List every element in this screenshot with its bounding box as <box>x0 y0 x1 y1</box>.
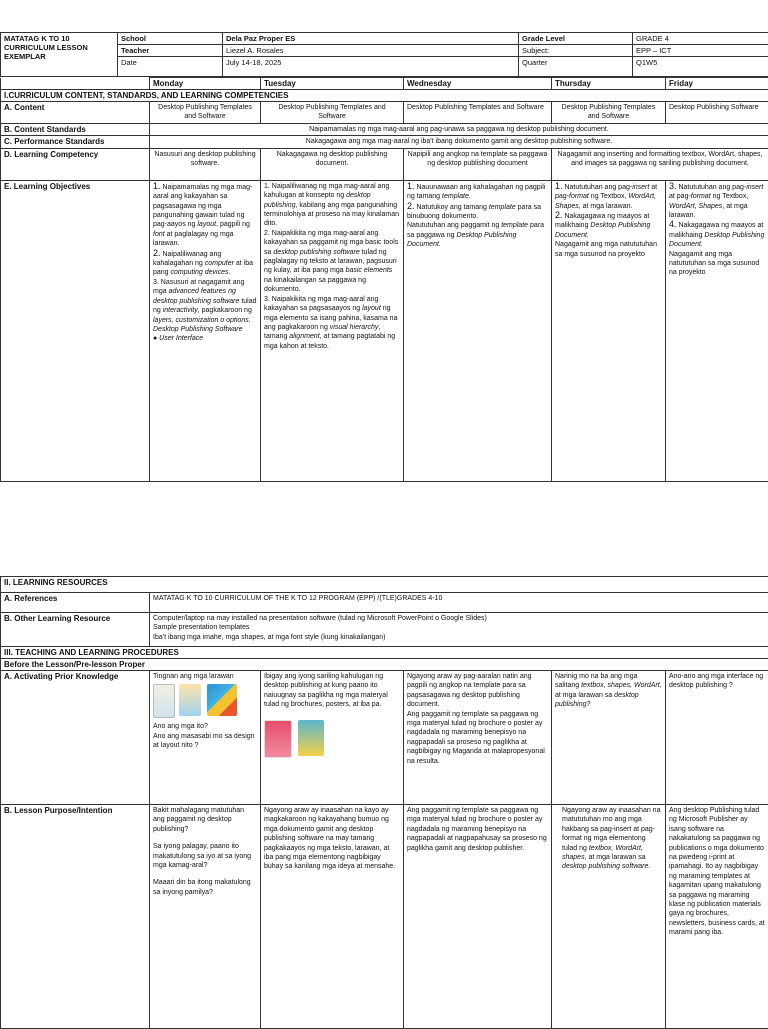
date-value: July 14-18, 2025 <box>223 57 519 77</box>
content-wednesday: Desktop Publishing Templates and Software <box>404 102 552 124</box>
content-standards-text: Naipamamalas ng mga mag-aaral ang pag-unawa sa paggawa ng desktop publishing document. <box>150 124 768 136</box>
activating-wednesday <box>404 671 552 805</box>
performance-standards-text: Nakagagawa ang mga mag-aaral ng iba't ibang dokumento gamit ang desktop publishing software. <box>150 136 768 148</box>
section-3-heading: III. TEACHING AND LEARNING PROCEDURES <box>1 647 768 659</box>
purpose-tuesday: Ngayong araw ay inaasahan na kayo ay magkakaroon ng kakayahang bumuo ng mga dokumento gamit ang desktop publishing software na may tamang pagkakaayos ng mga teksto, larawan, at iba pang mga elementong nagbibigay buhay sa kanilang mga ideya at mensahe. <box>261 805 404 1029</box>
sample-images <box>153 684 257 720</box>
activating-mon-question-1: Ano ang mga ito? <box>153 722 257 731</box>
performance-standards-label: C. Performance Standards <box>1 136 150 148</box>
activating-wed-text-1: Ngayong araw ay pag-aaralan natin ang pagpili ng angkop na template para sa pagsasagawa ng desktop publishing document. <box>407 672 548 710</box>
activating-thursday: Narinig mo na ba ang mga salitang textbox, shapes, WordArt, at mga larawan sa desktop publishing? <box>552 671 666 805</box>
content-label: A. Content <box>1 102 150 124</box>
content-monday: Desktop Publishing Templates and Software <box>150 102 261 124</box>
content-friday: Desktop Publishing Software <box>666 102 768 124</box>
objectives-label: E. Learning Objectives <box>1 180 150 481</box>
before-lesson-heading: Before the Lesson/Pre-lesson Proper <box>1 659 768 671</box>
header-table <box>0 32 768 77</box>
competency-wednesday: Napipili ang angkop na template sa paggawa ng desktop publishing document <box>404 148 552 180</box>
competency-thursday-friday: Nagagamit ang inserting and formatting textbox, WordArt, shapes, and images sa paggawa ng sariling publishing document. <box>552 148 768 180</box>
subject-value: EPP – ICT <box>633 45 768 57</box>
resources-table <box>0 576 768 1029</box>
purpose-thursday: Ngayong araw ay inaasahan na matututuhan mo ang mga hakbang sa pag-insert at pag-format ng mga elementong tulad ng textbox, WordArt, shapes, at mga larawan sa desktop publishing software. <box>552 805 666 1029</box>
references-text: MATATAG K TO 10 CURRICULUM OF THE K TO 12 PROGRAM (EPP) /(TLE)GRADES 4-10 <box>150 593 768 613</box>
other-resources-text <box>150 613 768 647</box>
activating-mon-prompt: Tingnan ang mga larawan <box>153 672 257 681</box>
activating-friday: Ano-ano ang mga interface ng desktop publishing ? <box>666 671 768 805</box>
objective-fri-3: Nagagamit ang mga natututuhan sa mga susunod na proyekto <box>669 250 765 278</box>
grade-value: GRADE 4 <box>633 33 768 45</box>
objective-thu-1: 1. Natututuhan ang pag-insert at pag-format ng Textbox, WordArt, Shapes, at mga larawan. <box>555 182 662 211</box>
objective-wed-1: 1. Nauunawaan ang kahalagahan ng pagpili ng tamang template. <box>407 182 548 202</box>
sample-booklet-image <box>264 720 400 758</box>
day-monday: Monday <box>150 78 261 90</box>
activating-mon-question-2: Ano ang masasabi mo sa design at layout nito ? <box>153 732 257 751</box>
sample-kids-image <box>179 684 201 716</box>
resource-line-1: Computer/laptop na may installed na presentation software (tulad ng Microsoft PowerPoint o Google Slides) <box>153 614 765 623</box>
objective-fri-1: 3. Natututuhan ang pag-insert at pag-format ng Textbox, WordArt, Shapes, at mga larawan. <box>669 182 765 221</box>
objective-mon-3: 3. Nasusuri at nagagamit ang mga advanced features ng desktop publishing software tulad ng interactivity, pagkakaroon ng layers, customization o options. Desktop Publishing Software <box>153 278 257 334</box>
objective-tue-3: 3. Naipakikita ng mga mag-aaral ang kakayahan sa pagsasaayos ng layout ng mga elemento sa isang pahina, kasama na ang pagkakaroon ng visual hierarchy, tamang alignment, at tamang pagtatabi ng mga kahon at teksto. <box>264 295 400 351</box>
objective-thu-2: 2. Nakagagawa ng maayos at malikhaing Desktop Publishing Document. <box>555 211 662 240</box>
day-tuesday: Tuesday <box>261 78 404 90</box>
teacher-value: Liezel A. Rosales <box>223 45 519 57</box>
quarter-label: Quarter <box>519 57 633 77</box>
school-label: School <box>118 33 223 45</box>
day-thursday: Thursday <box>552 78 666 90</box>
lesson-exemplar-page-2 <box>0 576 768 1029</box>
purpose-monday <box>150 805 261 1029</box>
booklet-icon <box>264 720 292 758</box>
competency-tuesday: Nakagagawa ng desktop publishing document. <box>261 148 404 180</box>
objective-mon-bullet: ● User Interface <box>153 334 257 343</box>
day-friday: Friday <box>666 78 768 90</box>
section-1-heading: I.CURRICULUM CONTENT, STANDARDS, AND LEARNING COMPETENCIES <box>1 90 768 102</box>
objective-fri-2: 4. Nakagagawa ng maayos at malikhaing Desktop Publishing Document. <box>669 220 765 249</box>
activating-label: A. Activating Prior Knowledge <box>1 671 150 805</box>
school-value: Dela Paz Proper ES <box>223 33 519 45</box>
objective-tue-1: 1. Naipaliliwanag ng mga mag-aaral ang kahulugan at konsepto ng desktop publishing, kabilang ang mga pangunahing terminolohiya at proseso na may kinalaman dito. <box>264 182 400 229</box>
objective-wed-2: 2. Natutukoy ang tamang template para sa binubuong dokumento. <box>407 202 548 222</box>
objective-mon-1: 1. Naipamamalas ng mga mag-aaral ang kakayahan sa pagsasagawa ng mga pangunahing gawain tulad ng pag-aayos ng layout, pagpili ng font at paglalagay ng mga larawan. <box>153 182 257 249</box>
objective-mon-2: 2. Naipaliliwanag ang kahalagahan ng computer at iba pang computing devices. <box>153 249 257 278</box>
purpose-mon-2: Sa iyong palagay, paano ito makatutulong sa iyo at sa iyong mga kamag-aral? <box>153 842 257 870</box>
objectives-wednesday <box>404 180 552 481</box>
purpose-friday: Ang desktop Publishing tulad ng Microsoft Publisher ay isang software na nakakatulong sa paggawa ng publications o mga dokumento na pwedeng i-print at ipamahagi. Ito ay nagbibigay ng maraming templates at kagamitan upang makatulong sa paggawa ng maraming klase ng publication materials gaya ng brochures, newsletters, business cards, at marami pang iba. <box>666 805 768 1029</box>
resource-line-3: Iba't ibang mga imahe, mga shapes, at mga font style (kung kinakailangan) <box>153 633 765 642</box>
lesson-table <box>0 77 768 482</box>
sample-poster-image <box>153 684 175 718</box>
content-standards-label: B. Content Standards <box>1 124 150 136</box>
purpose-wednesday: Ang paggamit ng template sa paggawa ng mga materyal tulad ng brochure o poster ay nagdadala ng maraming benepisyo na nagpapadali at nagpapahusay sa proseso ng paglikha gamit ang desktop publisher. <box>404 805 552 1029</box>
resource-line-2: Sample presentation templates <box>153 623 765 632</box>
date-label: Date <box>118 57 223 77</box>
content-tuesday: Desktop Publishing Templates and Software <box>261 102 404 124</box>
activating-monday <box>150 671 261 805</box>
checklist-icon <box>298 720 324 756</box>
curriculum-title: MATATAG K TO 10 CURRICULUM LESSON EXEMPLAR <box>1 33 118 77</box>
references-label: A. References <box>1 593 150 613</box>
subject-label: Subject: <box>519 45 633 57</box>
competency-monday: Nasusuri ang desktop publishing software. <box>150 148 261 180</box>
activating-tuesday <box>261 671 404 805</box>
activating-tue-text: Ibigay ang iyong sariling kahulugan ng desktop publishing at kung paano ito naiuugnay sa paglikha ng mga materyal tulad ng brochures, posters, at iba pa. <box>264 672 400 710</box>
objective-thu-3: Nagagamit ang mga natututuhan sa mga susunod na proyekto <box>555 240 662 259</box>
objective-tue-2: 2. Naipakikita ng mga mag-aaral ang kakayahan sa paggamit ng mga basic tools sa desktop publishing software tulad ng paglalagay ng teksto at larawan, pagsusuri ng kulay, at iba pang mga basic elements na kinakailangan sa paggawa ng dokumento. <box>264 229 400 295</box>
sample-brochure-image <box>207 684 237 716</box>
objectives-friday <box>666 180 768 481</box>
objectives-tuesday <box>261 180 404 481</box>
content-thursday: Desktop Publishing Templates and Software <box>552 102 666 124</box>
quarter-value: Q1W5 <box>633 57 768 77</box>
day-wednesday: Wednesday <box>404 78 552 90</box>
purpose-mon-3: Maaari din ba itong makatulong sa inyong pamilya? <box>153 878 257 897</box>
section-2-heading: II. LEARNING RESOURCES <box>1 577 768 593</box>
objective-wed-3: Natututuhan ang paggamit ng template para sa paggawa ng Desktop Publishing Document. <box>407 221 548 249</box>
purpose-mon-1: Bakit mahalagang matutuhan ang paggamit ng desktop publishing? <box>153 806 257 834</box>
activating-wed-text-2: Ang paggamit ng template sa paggawa ng mga materyal tulad ng brochure o poster ay nagdadala ng maraming benepisyo na nagpapadali sa proseso ng paglikha at nagbibigay ng Maganda at malapropesyonal na resulta. <box>407 710 548 766</box>
purpose-label: B. Lesson Purpose/Intention <box>1 805 150 1029</box>
grade-label: Grade Level <box>519 33 633 45</box>
objectives-thursday <box>552 180 666 481</box>
lesson-exemplar-page-1 <box>0 32 768 482</box>
other-resources-label: B. Other Learning Resource <box>1 613 150 647</box>
objectives-monday <box>150 180 261 481</box>
teacher-label: Teacher <box>118 45 223 57</box>
competency-label: D. Learning Competency <box>1 148 150 180</box>
